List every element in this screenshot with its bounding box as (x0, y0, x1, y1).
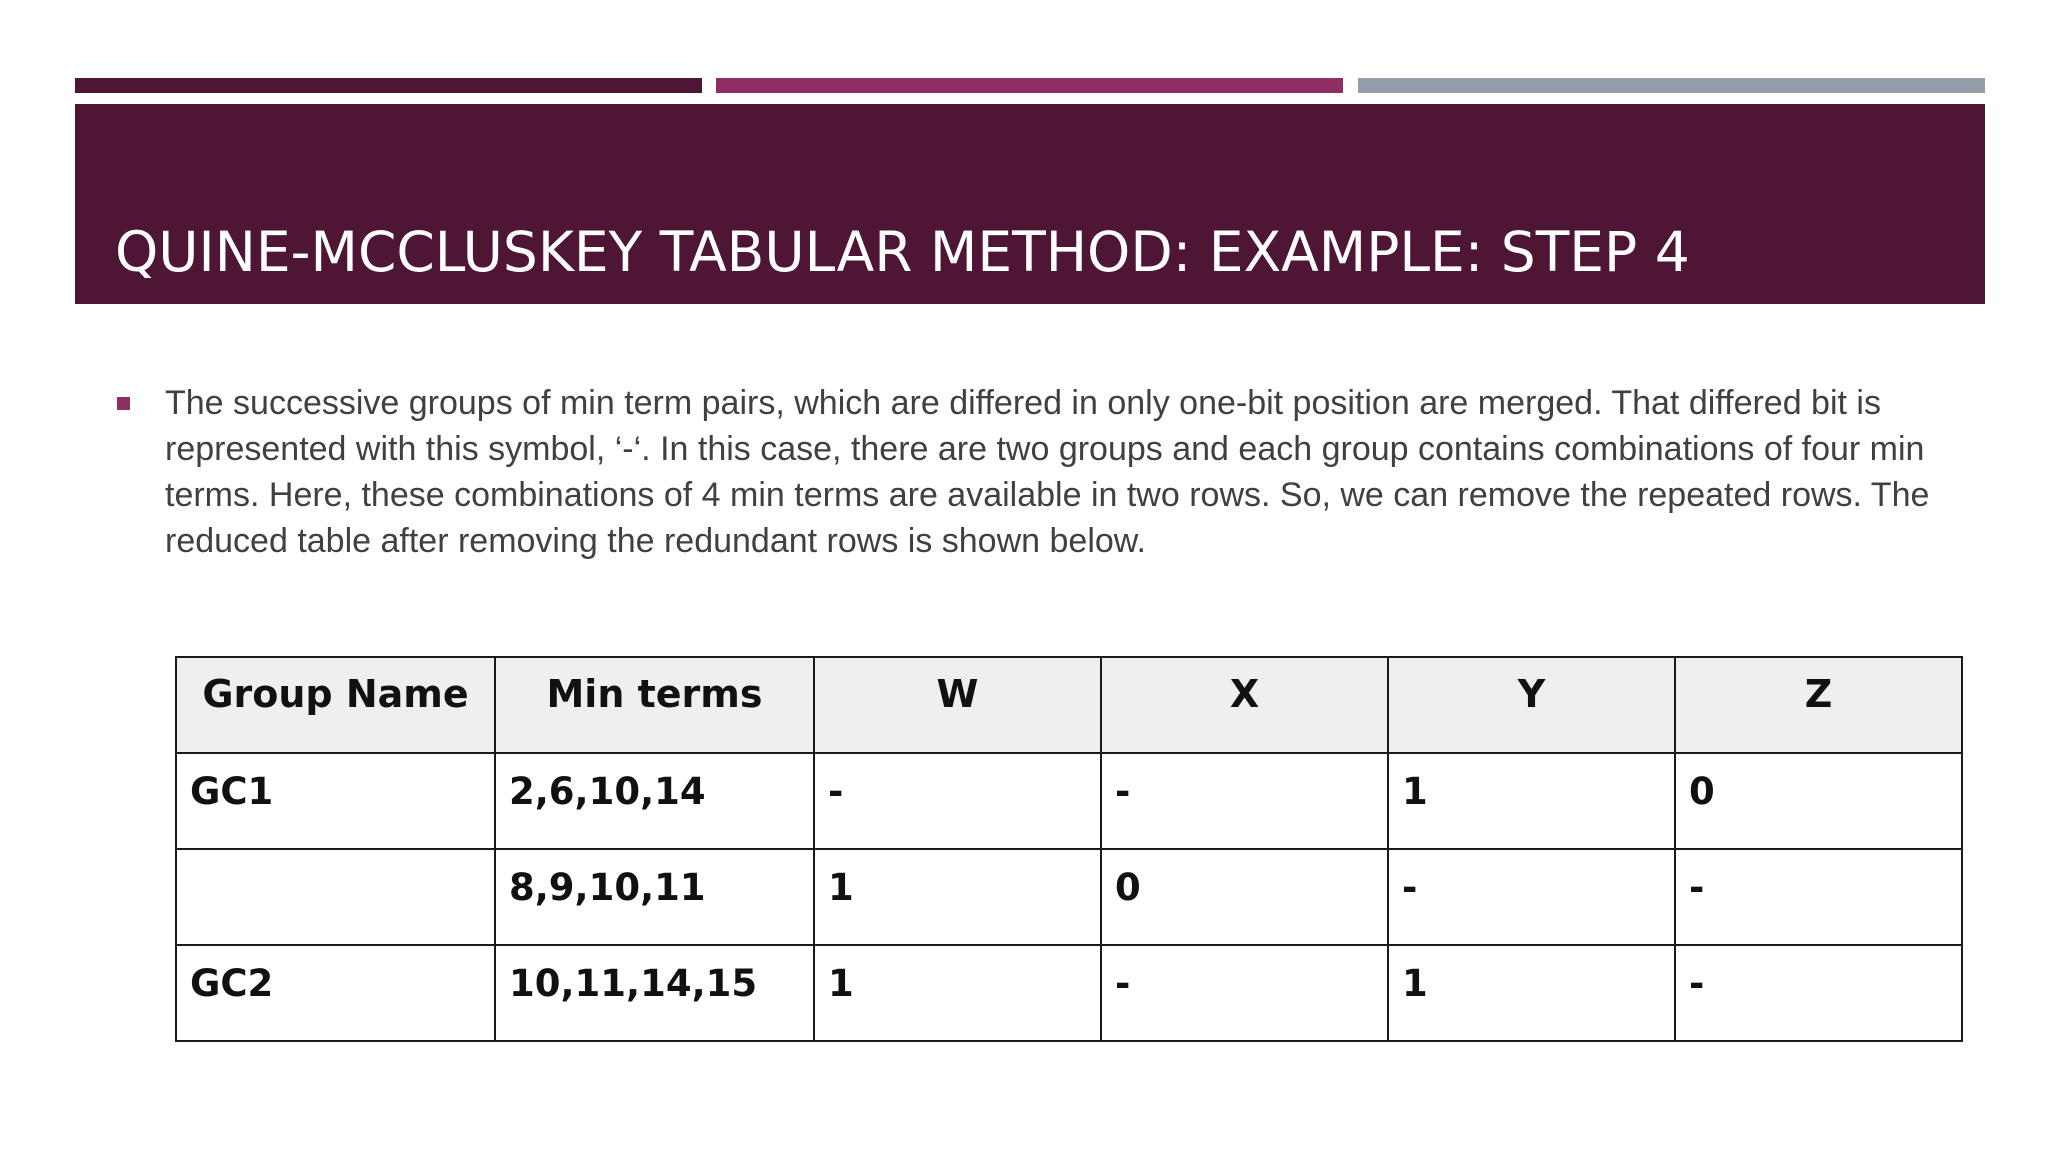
cell-x: - (1101, 753, 1388, 849)
table-row (176, 849, 1962, 945)
bullet-text: The successive groups of min term pairs, which are differed in only one-bit position are merged. That differed bit is represented with this symbol, ‘-‘. In this case, there are two groups and each group contains combinations of four min terms. Here, these combinations of 4 min terms are available in two rows. So, we can remove the repeated rows. The reduced table after removing the redundant rows is shown below. (165, 384, 1930, 560)
slide-title: QUINE-MCCLUSKEY TABULAR METHOD: EXAMPLE: STEP 4 (115, 220, 1690, 284)
cell-z: - (1675, 945, 1962, 1041)
header-z: Z (1675, 657, 1962, 753)
header-y: Y (1388, 657, 1675, 753)
cell-group-name: GC1 (176, 753, 495, 849)
cell-z: 0 (1675, 753, 1962, 849)
cell-w: - (814, 753, 1101, 849)
cell-min-terms: 2,6,10,14 (495, 753, 814, 849)
cell-y: 1 (1388, 753, 1675, 849)
cell-min-terms: 10,11,14,15 (495, 945, 814, 1041)
title-band (75, 104, 1985, 304)
table-row (176, 945, 1962, 1041)
accent-bar-gray (1358, 78, 1985, 93)
header-w: W (814, 657, 1101, 753)
cell-y: - (1388, 849, 1675, 945)
accent-bar-magenta (716, 78, 1343, 93)
cell-min-terms: 8,9,10,11 (495, 849, 814, 945)
bullet-paragraph (115, 380, 1935, 564)
cell-w: 1 (814, 849, 1101, 945)
header-group-name: Group Name (176, 657, 495, 753)
cell-y: 1 (1388, 945, 1675, 1041)
accent-bar-dark (75, 78, 702, 93)
header-x: X (1101, 657, 1388, 753)
bullet-square-icon (117, 397, 130, 410)
table-row (176, 753, 1962, 849)
cell-group-name (176, 849, 495, 945)
header-min-terms: Min terms (495, 657, 814, 753)
reduced-table (175, 656, 1963, 1042)
table-header-row (176, 657, 1962, 753)
cell-group-name: GC2 (176, 945, 495, 1041)
cell-x: - (1101, 945, 1388, 1041)
cell-w: 1 (814, 945, 1101, 1041)
cell-z: - (1675, 849, 1962, 945)
cell-x: 0 (1101, 849, 1388, 945)
